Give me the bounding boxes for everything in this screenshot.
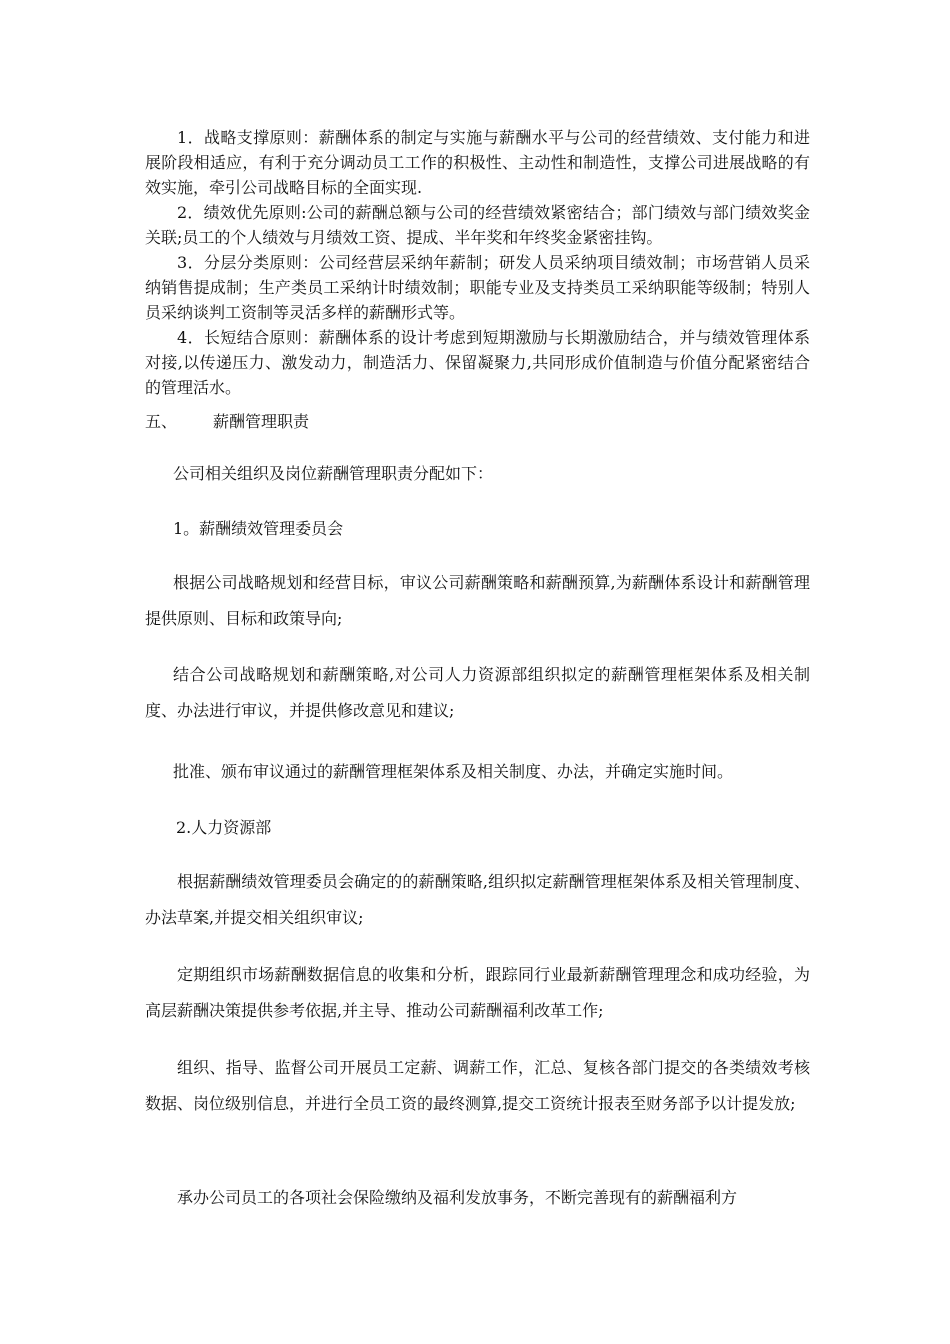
principle-performance-priority: 2．绩效优先原则:公司的薪酬总额与公司的经营绩效紧密结合；部门绩效与部门绩效奖金关联;员工的个人绩效与月绩效工资、提成、半年奖和年终奖金紧密挂钩。 xyxy=(145,203,810,247)
hr-duty-2: 定期组织市场薪酬数据信息的收集和分析，跟踪同行业最新薪酬管理理念和成功经验，为高层薪酬决策提供参考依据,并主导、推动公司薪酬福利改革工作; xyxy=(145,965,810,1020)
principle-tiered-classification: 3．分层分类原则：公司经营层采纳年薪制；研发人员采纳项目绩效制；市场营销人员采纳销售提成制；生产类员工采纳计时绩效制；职能专业及支持类员工采纳职能等级制；特别人员采纳谈判工资制等灵活多样的薪酬形式等。 xyxy=(145,253,810,322)
principle-short-long-term: 4．长短结合原则：薪酬体系的设计考虑到短期激励与长期激励结合，并与绩效管理体系对接,以传递压力、激发动力，制造活力、保留凝聚力,共同形成价值制造与价值分配紧密结合的管理活水。 xyxy=(145,328,810,397)
committee-duty-1: 根据公司战略规划和经营目标，审议公司薪酬策略和薪酬预算,为薪酬体系设计和薪酬管理提供原则、目标和政策导向; xyxy=(145,573,810,628)
hr-heading: 2.人力资源部 xyxy=(176,818,272,837)
hr-duty-4: 承办公司员工的各项社会保险缴纳及福利发放事务，不断完善现有的薪酬福利方 xyxy=(177,1188,738,1207)
principle-strategic-support: 1．战略支撑原则：薪酬体系的制定与实施与薪酬水平与公司的经营绩效、支付能力和进展阶段相适应，有利于充分调动员工工作的积极性、主动性和制造性，支撑公司进展战略的有效实施，牵引公司战略目标的全面实现. xyxy=(145,128,810,197)
committee-duty-2: 结合公司战略规划和薪酬策略,对公司人力资源部组织拟定的薪酬管理框架体系及相关制度、办法进行审议，并提供修改意见和建议; xyxy=(145,665,810,720)
committee-duty-3: 批准、颁布审议通过的薪酬管理框架体系及相关制度、办法，并确定实施时间。 xyxy=(173,762,734,781)
section-title: 薪酬管理职责 xyxy=(213,412,310,431)
hr-duty-1: 根据薪酬绩效管理委员会确定的的薪酬策略,组织拟定薪酬管理框架体系及相关管理制度、办法草案,并提交相关组织审议; xyxy=(145,872,810,927)
section-intro: 公司相关组织及岗位薪酬管理职责分配如下： xyxy=(173,464,494,483)
committee-heading: 1。薪酬绩效管理委员会 xyxy=(173,519,344,538)
section-number: 五、 xyxy=(145,412,178,431)
hr-duty-3: 组织、指导、监督公司开展员工定薪、调薪工作，汇总、复核各部门提交的各类绩效考核数据、岗位级别信息，并进行全员工资的最终测算,提交工资统计报表至财务部予以计提发放; xyxy=(145,1058,810,1113)
